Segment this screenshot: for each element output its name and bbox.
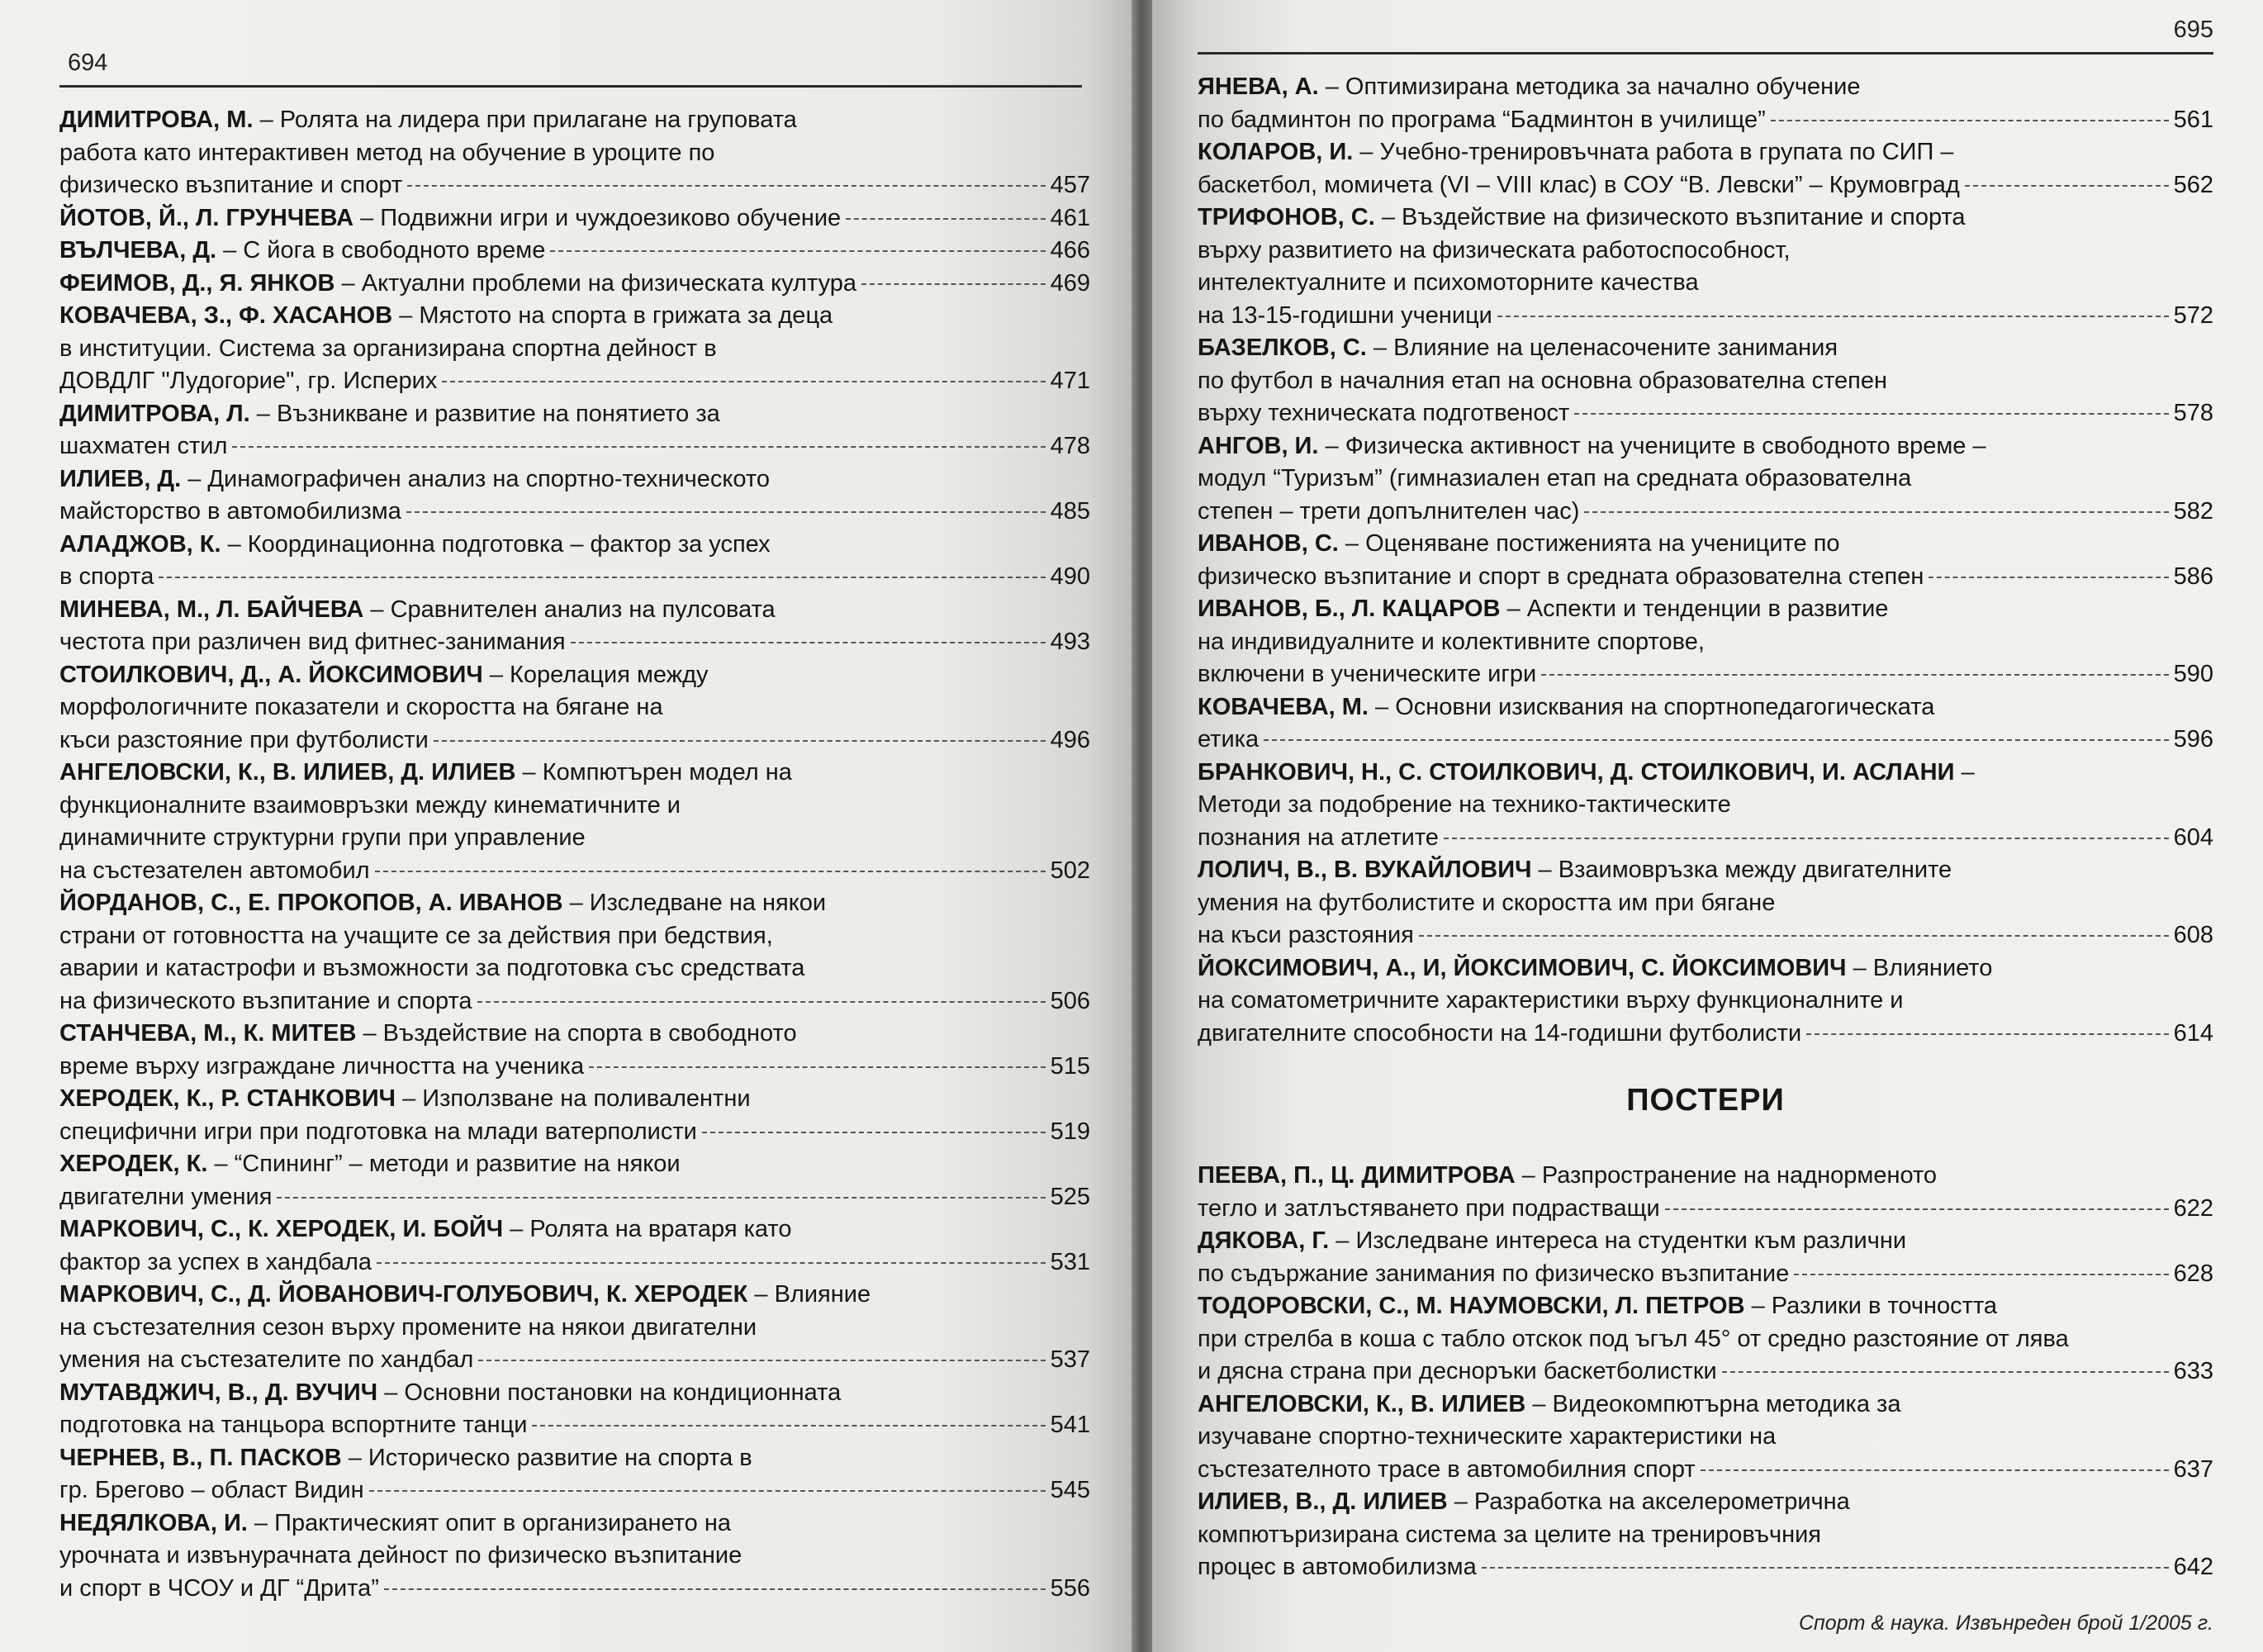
entry-title-line: функционалните взаимовръзки между кинематичните и [59,791,681,819]
dot-leader [532,1425,1045,1427]
entry-authors: ВЪЛЧЕВА, Д. [59,237,217,263]
entry-authors: ХЕРОДЕК, К., Р. СТАНКОВИЧ [59,1085,396,1112]
entry-page-number: 461 [1050,204,1090,231]
entry-authors: АНГЕЛОВСКИ, К., В. ИЛИЕВ, Д. ИЛИЕВ [59,759,516,786]
entry-authors: ЙОКСИМОВИЧ, А., И, ЙОКСИМОВИЧ, С. ЙОКСИМОВИЧ [1198,954,1847,981]
entry-title-line: – Взаимовръзка между двигателните [1538,857,1952,883]
toc-entry [1198,1389,2213,1487]
entry-authors: МАРКОВИЧ, С., К. ХЕРОДЕК, И. БОЙЧ [59,1216,504,1242]
toc-entry [1198,593,2213,691]
dot-leader [1806,1033,2168,1035]
entry-page-number: 537 [1050,1346,1090,1373]
dot-leader [232,446,1045,448]
toc-entry [1198,1290,2213,1389]
entry-title-line: на състезателния сезон върху промените на някои двигателни [59,1313,757,1341]
entry-title-line: – Мястото на спорта в грижата за деца [399,302,833,329]
page-number: 694 [68,50,108,76]
toc-list [1198,71,2213,1050]
entry-title-last-line: къси разстояние при футболисти [59,726,429,753]
entry-title-line: динамичните структурни групи при управление [59,824,586,851]
entry-title-last-line: шахматен стил [59,433,228,459]
entry-title-line: – Влияние на целенасочените занимания [1373,335,1838,361]
entry-title-line: модул “Туризъм” (гимназиален етап на средната образователна [1198,465,1912,491]
entry-title-last-line: подготовка на танцьора вспортните танци [59,1412,528,1438]
entry-title-line: компютъризирана система за целите на тренировъчния [1198,1521,1821,1548]
toc-entry [59,1213,1090,1279]
toc-entry [1198,1225,2213,1290]
entry-title-line: умения на футболистите и скоростта им при бягане [1198,889,1776,916]
entry-page-number: 545 [1050,1477,1090,1503]
toc-entry [59,1018,1090,1083]
dot-leader [442,381,1045,382]
entry-authors: ХЕРОДЕК, К. [59,1151,208,1177]
toc-entry [59,1377,1090,1442]
entry-authors: ДЯКОВА, Г. [1198,1227,1330,1254]
entry-title-last-line: в спорта [59,563,154,590]
toc-entry [1198,71,2213,136]
entry-title-last-line: на физическото възпитание и спорта [59,987,472,1014]
entry-title-line: – Физическа активност на учениците в свободното време – [1325,432,1986,459]
entry-page-number: 562 [2173,171,2213,198]
entry-page-number: 572 [2173,301,2213,329]
toc-entry [59,594,1090,659]
dot-leader [1771,120,2169,121]
entry-page-number: 478 [1050,433,1090,459]
dot-leader [1419,935,2169,937]
entry-title-last-line: на къси разстояния [1198,922,1414,948]
toc-entry [1198,430,2213,529]
entry-page-number: 590 [2173,661,2213,687]
entry-title-line: на индивидуалните и колективните спортове, [1198,628,1705,655]
entry-title-last-line: ДОВДЛГ "Лудогорие", гр. Исперих [59,368,438,394]
entry-title-line: – Влиянието [1853,954,1993,981]
dot-leader [1574,413,2168,415]
toc-entry [1198,136,2213,202]
dot-leader [375,871,1046,872]
toc-entry [59,757,1090,887]
entry-title-last-line: върху техническата подготвеност [1198,400,1570,426]
entry-title-last-line: – Актуални проблеми на физическата култура [341,269,857,297]
entry-page-number: 586 [2173,563,2213,590]
entry-title-line: – Разпространение на наднорменото [1521,1162,1938,1189]
toc-entry [59,202,1090,235]
entry-title-line: – Ролята на вратаря като [510,1216,792,1242]
entry-title-line: върху развитието на физическата работоспособност, [1198,236,1791,263]
entry-title-line: – Историческо развитие на спорта в [348,1444,752,1471]
entry-title-line: – Въздействие на спорта в свободното [363,1020,797,1047]
entry-page-number: 525 [1050,1183,1090,1210]
entry-authors: БАЗЕЛКОВ, С. [1198,335,1367,361]
toc-entry [1198,757,2213,855]
entry-page-number: 608 [2173,922,2213,948]
dot-leader [159,577,1045,578]
entry-authors: ЙОРДАНОВ, С., Е. ПРОКОПОВ, А. ИВАНОВ [59,890,563,916]
dot-leader [571,642,1046,643]
toc-entry [59,1083,1090,1148]
entry-title-line: – Оценяване постиженията на учениците по [1345,530,1840,557]
entry-page-number: 628 [2173,1260,2213,1287]
entry-page-number: 506 [1050,987,1090,1014]
entry-authors: ЯНЕВА, А. [1198,74,1319,100]
entry-page-number: 466 [1050,237,1090,263]
entry-authors: ИВАНОВ, С. [1198,530,1339,557]
toc-entry [59,887,1090,1018]
entry-title-last-line: умения на състезателите по хандбал [59,1346,474,1373]
entry-page-number: 471 [1050,368,1090,394]
toc-entry [59,1148,1090,1213]
entry-title-last-line: честота при различен вид фитнес-занимания [59,629,566,655]
dot-leader [1541,674,2168,676]
entry-authors: СТАНЧЕВА, М., К. МИТЕВ [59,1020,357,1047]
toc-entry [59,463,1090,529]
entry-title-line: – Влияние [754,1281,871,1308]
entry-title-line: аварии и катастрофи и възможности за подготовка със средствата [59,955,805,981]
entry-page-number: 582 [2173,497,2213,525]
entry-title-line: работа като интерактивен метод на обучение в уроците по [59,139,715,166]
entry-title-line: – Възникване и развитие на понятието за [256,400,720,427]
toc-entry [59,268,1090,301]
entry-title-last-line: – Подвижни игри и чуждоезиково обучение [360,204,842,231]
dot-leader [550,250,1045,252]
entry-authors: ТОДОРОВСКИ, С., М. НАУМОВСКИ, Л. ПЕТРОВ [1198,1293,1745,1319]
entry-title-line: – “Спининг” – методи и развитие на някои [214,1151,681,1177]
dot-leader [369,1490,1046,1492]
entry-page-number: 642 [2173,1554,2213,1580]
entry-title-last-line: време върху изграждане личността на ученика [59,1052,585,1080]
entry-page-number: 457 [1050,172,1090,198]
entry-title-line: – Практическият опит в организирането на [254,1509,731,1536]
entry-page-number: 493 [1050,629,1090,655]
poster-list [1198,1160,2213,1584]
entry-authors: ДИМИТРОВА, Л. [59,400,250,427]
right-page [1152,0,2263,1652]
dot-leader [478,1360,1045,1361]
entry-title-line: – Сравнителен анализ на пулсовата [370,596,776,623]
dot-leader [846,218,1045,220]
entry-title-line: – Използване на поливалентни [402,1085,751,1112]
entry-title-last-line: и спорт в ЧСОУ и ДГ “Дрита” [59,1574,379,1602]
entry-authors: ПЕЕВА, П., Ц. ДИМИТРОВА [1198,1162,1516,1189]
entry-title-line: – Разлики в точността [1751,1293,1998,1319]
entry-authors: ДИМИТРОВА, М. [59,107,254,133]
toc-entry [1198,1486,2213,1584]
dot-leader [477,1001,1046,1003]
entry-title-line: в институции. Система за организирана спортна дейност в [59,335,717,362]
entry-authors: ФЕИМОВ, Д., Я. ЯНКОВ [59,269,335,297]
toc-entry [1198,528,2213,593]
dot-leader [277,1197,1045,1199]
entry-page-number: 531 [1050,1248,1090,1275]
entry-authors: БРАНКОВИЧ, Н., С. СТОИЛКОВИЧ, Д. СТОИЛКОВИЧ, И. АСЛАНИ [1198,758,1955,786]
toc-entry [59,1507,1090,1606]
toc-entry [59,235,1090,268]
entry-page-number: 596 [2173,726,2213,752]
entry-authors: ИЛИЕВ, Д. [59,465,182,492]
dot-leader [384,1588,1046,1590]
entry-title-line: – [1961,758,1975,786]
entry-page-number: 637 [2173,1455,2213,1483]
toc-entry [59,104,1090,202]
entry-authors: НЕДЯЛКОВА, И. [59,1509,248,1536]
entry-title-last-line: физическо възпитание и спорт в средната образователна степен [1198,563,1924,590]
entry-page-number: 561 [2173,106,2213,133]
entry-page-number: 485 [1050,498,1090,525]
dot-leader [589,1066,1046,1068]
entry-title-last-line: състезателното трасе в автомобилния спорт [1198,1455,1696,1483]
entry-page-number: 604 [2173,824,2213,851]
entry-authors: СТОИЛКОВИЧ, Д., А. ЙОКСИМОВИЧ [59,661,483,688]
entry-title-last-line: – С йога в свободното време [223,237,546,263]
page-number: 695 [2173,17,2213,43]
entry-page-number: 614 [2173,1019,2213,1047]
entry-title-last-line: по бадминтон по програма “Бадминтон в училище” [1198,106,1766,133]
toc-entry [1198,1160,2213,1225]
dot-leader [377,1262,1046,1264]
entry-title-line: – Изследване на някои [569,890,827,916]
dot-leader [1965,185,2169,187]
entry-title-last-line: етика [1198,726,1260,752]
dot-leader [861,283,1046,285]
entry-page-number: 502 [1050,857,1090,884]
entry-title-line: – Аспекти и тенденции в развитие [1506,596,1889,622]
entry-title-line: – Видеокомпютърна методика за [1532,1390,1901,1417]
toc-entry [1198,202,2213,332]
dot-leader [1794,1274,2168,1275]
dot-leader [1482,1567,2169,1569]
entry-title-last-line: специфични игри при подготовка на млади ватерполисти [59,1118,697,1145]
entry-title-last-line: включени в ученическите игри [1198,661,1537,687]
entry-page-number: 541 [1050,1412,1090,1438]
entry-title-line: – Разработка на акселерометрична [1454,1488,1850,1515]
journal-footer: Спорт & наука. Извънреден брой 1/2005 г. [1798,1612,2213,1635]
entry-authors: МАРКОВИЧ, С., Д. ЙОВАНОВИЧ-ГОЛУБОВИЧ, К. ХЕРОДЕК [59,1281,748,1308]
entry-title-line: – Основни изисквания на спортнопедагогическата [1375,693,1935,720]
entry-title-last-line: двигателни умения [59,1183,273,1210]
entry-title-line: при стрелба в коша с табло отскок под ъгъл 45° от средно разстояние от лява [1198,1325,2069,1352]
toc-entry [59,398,1090,463]
entry-authors: АНГЕЛОВСКИ, К., В. ИЛИЕВ [1198,1390,1526,1417]
toc-entry [1198,332,2213,430]
entry-title-line: по футбол в началния етап на основна образователна степен [1198,367,1887,394]
entry-title-line: страни от готовността на учащите се за действия при бедствия, [59,922,773,949]
dot-leader [434,740,1046,742]
entry-authors: КОЛАРОВ, И. [1198,139,1354,165]
toc-list [59,104,1090,1605]
toc-entry [1198,952,2213,1051]
dot-leader [406,511,1046,513]
entry-authors: КОВАЧЕВА, М. [1198,693,1369,720]
entry-title-line: – Ролята на лидера при прилагане на груповата [259,107,797,133]
book-gutter [1132,0,1152,1652]
entry-title-line: – Динамографичен анализ на спортно-техническото [187,465,770,492]
entry-authors: ЛОЛИЧ, В., В. ВУКАЙЛОВИЧ [1198,857,1532,883]
entry-title-last-line: баскетбол, момичета (VI – VIII клас) в СОУ “В. Левски” – Крумовград [1198,171,1960,198]
entry-title-last-line: физическо възпитание и спорт [59,172,403,198]
toc-entry [1198,691,2213,757]
entry-title-line: – Изследване интереса на студентки към различни [1336,1227,1907,1254]
entry-page-number: 469 [1050,269,1090,297]
entry-page-number: 515 [1050,1052,1090,1080]
toc-entry [59,1279,1090,1377]
entry-title-last-line: на състезателен автомобил [59,857,370,884]
dot-leader [1722,1371,2169,1373]
entry-authors: ИЛИЕВ, В., Д. ИЛИЕВ [1198,1488,1448,1515]
toc-entry [1198,854,2213,952]
entry-title-line: – Корелация между [489,661,709,688]
entry-page-number: 496 [1050,726,1090,753]
entry-title-line: Методи за подобрение на технико-тактическите [1198,791,1731,818]
dot-leader [1497,316,2169,317]
entry-title-last-line: майсторство в автомобилизма [59,498,401,525]
entry-authors: ЙОТОВ, Й., Л. ГРУНЧЕВА [59,204,354,231]
entry-title-line: морфологичните показатели и скоростта на бягане на [59,694,663,720]
dot-leader [1264,739,2169,741]
entry-authors: ТРИФОНОВ, С. [1198,204,1375,230]
toc-entry [59,1442,1090,1507]
dot-leader [1584,511,2168,513]
entry-title-line: – Въздействие на физическото възпитание и спорта [1381,204,1966,230]
entry-title-last-line: на 13-15-годишни ученици [1198,301,1492,329]
entry-authors: МУТАВДЖИЧ, В., Д. ВУЧИЧ [59,1379,378,1406]
entry-page-number: 578 [2173,400,2213,426]
entry-title-last-line: познания на атлетите [1198,824,1439,851]
entry-title-last-line: по съдържание занимания по физическо възпитание [1198,1260,1790,1287]
dot-leader [702,1132,1046,1133]
entry-authors: ИВАНОВ, Б., Л. КАЦАРОВ [1198,596,1501,622]
toc-entry [59,300,1090,398]
entry-title-line: – Основни постановки на кондиционната [384,1379,842,1406]
entry-title-line: на соматометричните характеристики върху функционалните и [1198,987,1904,1014]
entry-title-last-line: гр. Брегово – област Видин [59,1477,364,1503]
dot-leader [407,185,1046,187]
entry-title-line: – Оптимизирана методика за начално обучение [1325,74,1861,100]
entry-title-line: урочната и извънурачната дейност по физическо възпитание [59,1542,742,1569]
dot-leader [1444,838,2169,839]
entry-title-last-line: степен – трети допълнителен час) [1198,497,1580,525]
entry-title-last-line: фактор за успех в хандбала [59,1248,372,1275]
entry-authors: МИНЕВА, М., Л. БАЙЧЕВА [59,596,364,623]
entry-page-number: 633 [2173,1358,2213,1384]
entry-page-number: 490 [1050,563,1090,590]
entry-title-line: – Учебно-тренировъчната работа в групата по СИП – [1359,139,1954,165]
entry-title-line: изучаване спортно-техническите характеристики на [1198,1423,1777,1450]
entry-title-line: интелектуалните и психомоторните качества [1198,269,1699,296]
entry-page-number: 556 [1050,1574,1090,1602]
dot-leader [1929,577,2168,578]
entry-page-number: 519 [1050,1118,1090,1145]
toc-entry [59,659,1090,757]
entry-authors: АЛАДЖОВ, К. [59,530,221,558]
entry-title-last-line: процес в автомобилизма [1198,1554,1477,1580]
entry-title-last-line: тегло и затлъстяването при подрастващи [1198,1194,1660,1222]
entry-title-last-line: двигателните способности на 14-годишни футболисти [1198,1019,1802,1047]
entry-authors: КОВАЧЕВА, З., Ф. ХАСАНОВ [59,302,393,329]
header-rule [1198,52,2213,55]
entry-authors: АНГОВ, И. [1198,432,1319,459]
entry-title-line: – Координационна подготовка – фактор за успех [227,530,771,558]
header-rule [59,85,1082,88]
entry-title-line: – Компютърен модел на [522,759,792,786]
entry-authors: ЧЕРНЕВ, В., П. ПАСКОВ [59,1444,342,1471]
entry-title-last-line: и дясна страна при десноръки баскетболистки [1198,1358,1717,1384]
entry-page-number: 622 [2173,1194,2213,1222]
section-title: ПОСТЕРИ [1626,1083,1785,1118]
dot-leader [1701,1469,2169,1471]
toc-entry [59,529,1090,594]
dot-leader [1665,1208,2169,1210]
